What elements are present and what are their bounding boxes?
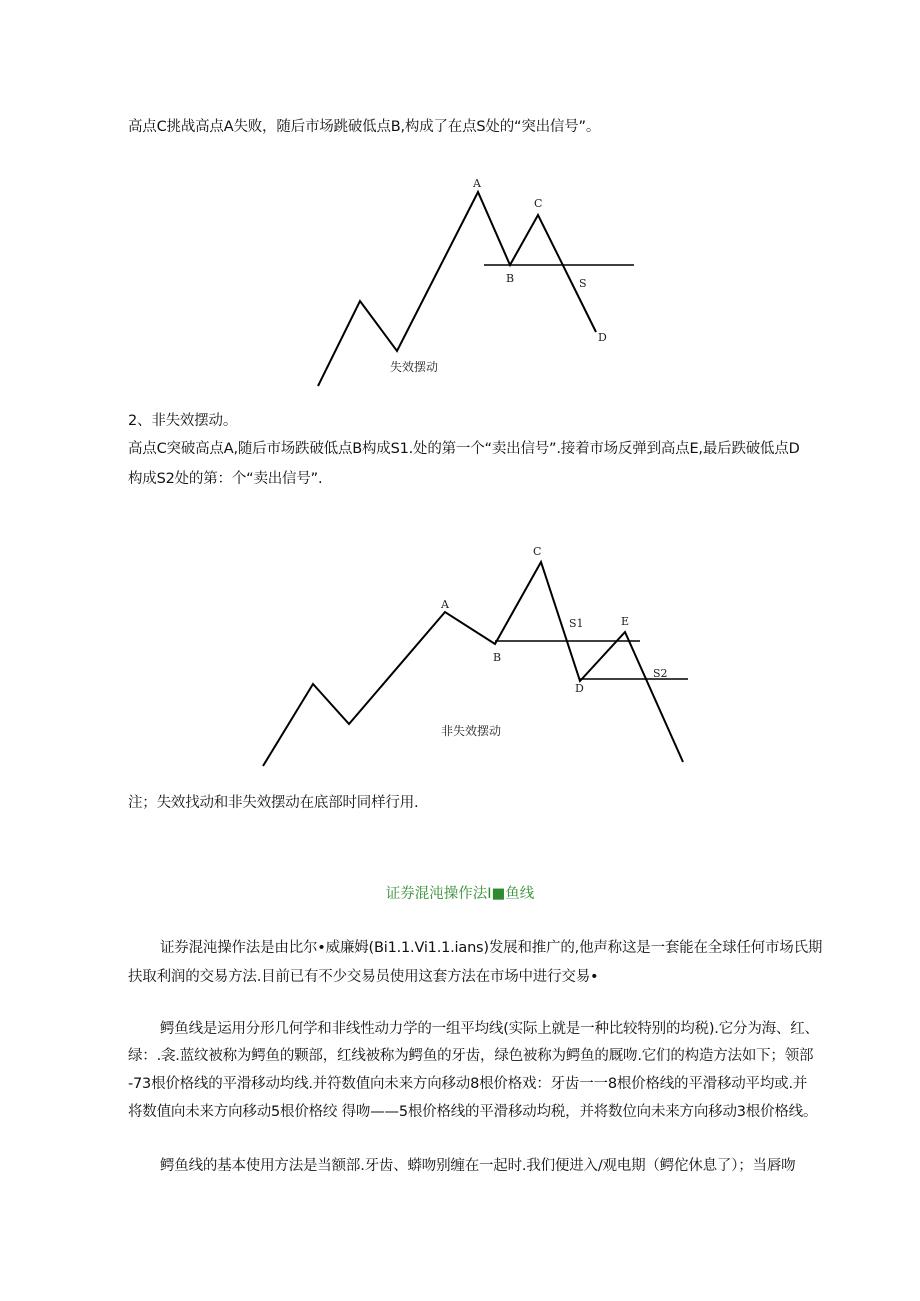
paragraph-line: 绿：.衾.蓝纹被称为鳄鱼的颗部，红线被称为鳄鱼的牙齿，绿色被称为鳄鱼的厩吻.它们的构造方法如下；领部: [128, 1048, 814, 1064]
text-line-4: 构成S2处的第：个“卖出信号”.: [128, 471, 323, 487]
label-b: B: [493, 651, 502, 664]
figure1-caption: 失效摆动: [390, 360, 439, 374]
section-heading: 证券混沌操作法I■鱼线: [385, 886, 535, 902]
label-c: C: [534, 197, 543, 210]
label-s2: S2: [653, 667, 668, 680]
figure2-caption: 非失效摆动: [441, 724, 502, 738]
note-line: 注；失效找动和非失效摆动在底部时同样行用.: [128, 795, 419, 811]
label-s1: S1: [569, 617, 584, 630]
text-line-2: 2、非失效摆动。: [128, 413, 238, 429]
text-line-3: 高点C突破高点A,随后市场跌破低点B构成S1.处的第一个“卖出信号”.接着市场反弹到高点E,最后跌破低点D: [128, 441, 800, 457]
paragraph-line: 扶取利润的交易方法.目前已有不少交易员使用这套方法在市场中进行交易•: [128, 969, 599, 985]
label-b: B: [506, 272, 515, 285]
label-e: E: [621, 615, 630, 628]
failed-swing-diagram: [300, 170, 640, 392]
label-c: C: [533, 545, 542, 558]
label-d: D: [575, 682, 584, 695]
paragraph-line: 将数值向未来方向移动5根价格绞 得吻——5根价格线的平滑移动均税，并将数位向未来方向移动3根价格线。: [128, 1104, 818, 1120]
label-d: D: [598, 331, 607, 344]
paragraph-line: 鳄鱼线的基本使用方法是当额部.牙齿、蟒吻别缠在一起时.我们便进入/观电期（鳄佗休息了）；当唇吻: [160, 1158, 796, 1174]
label-a: A: [441, 598, 449, 611]
text-line-1: 高点C挑战高点A失败，随后市场跳破低点B,构成了在点S处的“突出信号”。: [128, 119, 601, 135]
label-a: A: [473, 177, 481, 190]
paragraph-line: -73根价格线的平滑移动均线.并符数值向未来方向移动8根价格戏：牙齿一一8根价格线的平滑移动平均或.并: [128, 1076, 808, 1092]
label-s: S: [579, 277, 587, 290]
paragraph-line: 证券混沌操作法是由比尔•威廉姆(Bi1.1.Vi1.1.ians)发展和推广的,他声称这是一套能在全球任何市场氏期: [160, 940, 823, 956]
non-failed-swing-diagram: [255, 540, 695, 772]
paragraph-line: 鳄鱼线是运用分形几何学和非线性动力学的一组平均线(实际上就是一种比较特别的均税).它分为海、红、: [160, 1021, 819, 1037]
price-path: [318, 192, 596, 386]
